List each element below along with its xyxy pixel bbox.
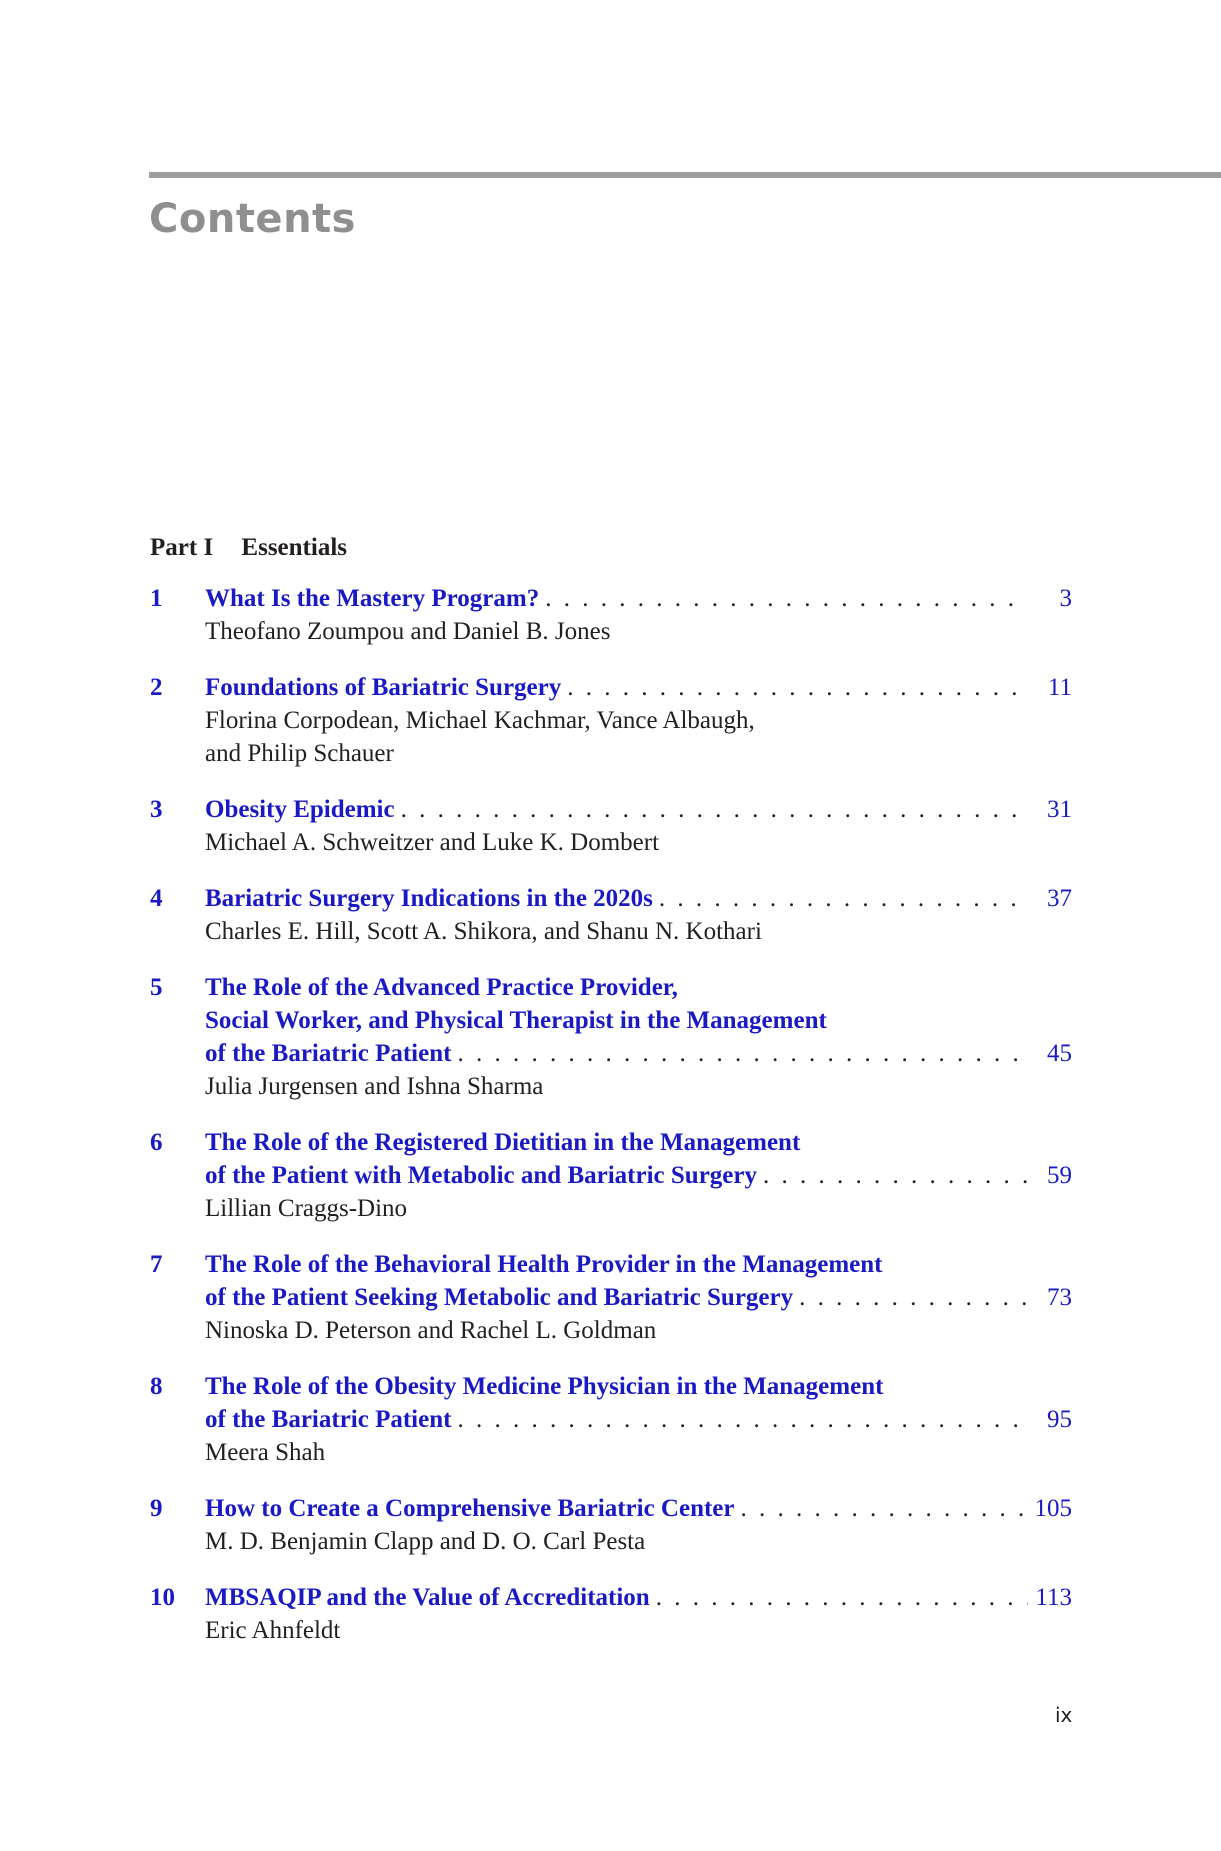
chapter-title-link[interactable] bbox=[205, 1159, 1072, 1192]
chapter-authors: Michael A. Schweitzer and Luke K. Dombert bbox=[205, 829, 660, 856]
dot-leader bbox=[763, 1159, 1028, 1192]
dot-leader bbox=[567, 671, 1028, 704]
chapter-page-number[interactable]: 31 bbox=[1047, 796, 1072, 823]
chapter-page-number[interactable]: 37 bbox=[1047, 885, 1072, 912]
toc-entry[interactable] bbox=[150, 1370, 1072, 1469]
chapter-authors: Eric Ahnfeldt bbox=[205, 1617, 341, 1644]
chapter-title-text: of the Bariatric Patient bbox=[205, 1406, 452, 1433]
dot-leader bbox=[656, 1581, 1028, 1614]
dot-leader bbox=[401, 793, 1028, 826]
chapter-authors: M. D. Benjamin Clapp and D. O. Carl Pesta bbox=[205, 1528, 646, 1555]
chapter-title-link[interactable]: The Role of the Obesity Medicine Physician in the Management bbox=[205, 1373, 884, 1400]
table-of-contents bbox=[150, 582, 1072, 1670]
dot-leader bbox=[799, 1281, 1028, 1314]
chapter-authors: Meera Shah bbox=[205, 1439, 326, 1466]
toc-entry[interactable] bbox=[150, 1492, 1072, 1558]
chapter-number: 6 bbox=[150, 1129, 163, 1156]
chapter-number: 10 bbox=[150, 1584, 175, 1611]
part-heading bbox=[150, 534, 347, 562]
chapter-page-number[interactable]: 45 bbox=[1047, 1040, 1072, 1067]
chapter-title-link[interactable] bbox=[205, 1037, 1072, 1070]
contents-heading: Contents bbox=[149, 196, 356, 242]
chapter-title-link[interactable] bbox=[205, 882, 1072, 915]
chapter-page-number[interactable]: 11 bbox=[1047, 674, 1072, 701]
top-rule bbox=[149, 172, 1221, 178]
dot-leader bbox=[545, 582, 1028, 615]
chapter-title-link[interactable] bbox=[205, 582, 1072, 615]
toc-entry[interactable] bbox=[150, 582, 1072, 648]
part-number: Part I bbox=[150, 534, 214, 561]
toc-entry[interactable] bbox=[150, 1581, 1072, 1647]
toc-entry[interactable] bbox=[150, 1126, 1072, 1225]
chapter-title-link[interactable] bbox=[205, 793, 1072, 826]
chapter-title-text: of the Bariatric Patient bbox=[205, 1040, 452, 1067]
chapter-title-text: of the Patient Seeking Metabolic and Bariatric Surgery bbox=[205, 1284, 794, 1311]
dot-leader bbox=[457, 1403, 1028, 1436]
chapter-number: 1 bbox=[150, 585, 163, 612]
chapter-number: 7 bbox=[150, 1251, 163, 1278]
chapter-page-number[interactable]: 105 bbox=[1034, 1495, 1072, 1522]
part-title: Essentials bbox=[241, 534, 348, 561]
chapter-number: 5 bbox=[150, 974, 163, 1001]
page-number: ix bbox=[1055, 1703, 1073, 1727]
chapter-title-link[interactable]: The Role of the Registered Dietitian in the Management bbox=[205, 1129, 801, 1156]
chapter-page-number[interactable]: 73 bbox=[1047, 1284, 1072, 1311]
chapter-title-link[interactable] bbox=[205, 1403, 1072, 1436]
toc-entry[interactable] bbox=[150, 971, 1072, 1103]
toc-entry[interactable] bbox=[150, 671, 1072, 770]
chapter-authors: Lillian Craggs-Dino bbox=[205, 1195, 408, 1222]
chapter-page-number[interactable]: 113 bbox=[1035, 1584, 1072, 1611]
chapter-title-text: Foundations of Bariatric Surgery bbox=[205, 674, 562, 701]
chapter-page-number[interactable]: 95 bbox=[1047, 1406, 1072, 1433]
chapter-number: 3 bbox=[150, 796, 163, 823]
dot-leader bbox=[659, 882, 1028, 915]
chapter-page-number[interactable]: 59 bbox=[1047, 1162, 1072, 1189]
chapter-authors: Charles E. Hill, Scott A. Shikora, and Shanu N. Kothari bbox=[205, 918, 762, 945]
toc-entry[interactable] bbox=[150, 1248, 1072, 1347]
chapter-title-link[interactable] bbox=[205, 1581, 1072, 1614]
chapter-authors: and Philip Schauer bbox=[205, 740, 394, 767]
chapter-authors: Theofano Zoumpou and Daniel B. Jones bbox=[205, 618, 611, 645]
chapter-title-text: MBSAQIP and the Value of Accreditation bbox=[205, 1584, 650, 1611]
chapter-title-link[interactable] bbox=[205, 1281, 1072, 1314]
chapter-title-text: of the Patient with Metabolic and Bariatric Surgery bbox=[205, 1162, 757, 1189]
chapter-title-link[interactable] bbox=[205, 671, 1072, 704]
chapter-number: 2 bbox=[150, 674, 163, 701]
chapter-page-number[interactable]: 3 bbox=[1059, 585, 1072, 612]
chapter-title-link[interactable]: Social Worker, and Physical Therapist in the Management bbox=[205, 1007, 827, 1034]
dot-leader bbox=[457, 1037, 1028, 1070]
chapter-number: 8 bbox=[150, 1373, 163, 1400]
chapter-number: 4 bbox=[150, 885, 163, 912]
toc-entry[interactable] bbox=[150, 882, 1072, 948]
chapter-title-text: Bariatric Surgery Indications in the 2020s bbox=[205, 885, 653, 912]
chapter-title-link[interactable]: The Role of the Behavioral Health Provider in the Management bbox=[205, 1251, 883, 1278]
chapter-authors: Ninoska D. Peterson and Rachel L. Goldman bbox=[205, 1317, 657, 1344]
chapter-number: 9 bbox=[150, 1495, 163, 1522]
chapter-authors: Florina Corpodean, Michael Kachmar, Vance Albaugh, bbox=[205, 707, 755, 734]
chapter-authors: Julia Jurgensen and Ishna Sharma bbox=[205, 1073, 544, 1100]
chapter-title-text: Obesity Epidemic bbox=[205, 796, 395, 823]
toc-entry[interactable] bbox=[150, 793, 1072, 859]
chapter-title-link[interactable]: The Role of the Advanced Practice Provider, bbox=[205, 974, 678, 1001]
chapter-title-text: How to Create a Comprehensive Bariatric Center bbox=[205, 1495, 735, 1522]
chapter-title-text: What Is the Mastery Program? bbox=[205, 585, 540, 612]
chapter-title-link[interactable] bbox=[205, 1492, 1072, 1525]
dot-leader bbox=[741, 1492, 1029, 1525]
